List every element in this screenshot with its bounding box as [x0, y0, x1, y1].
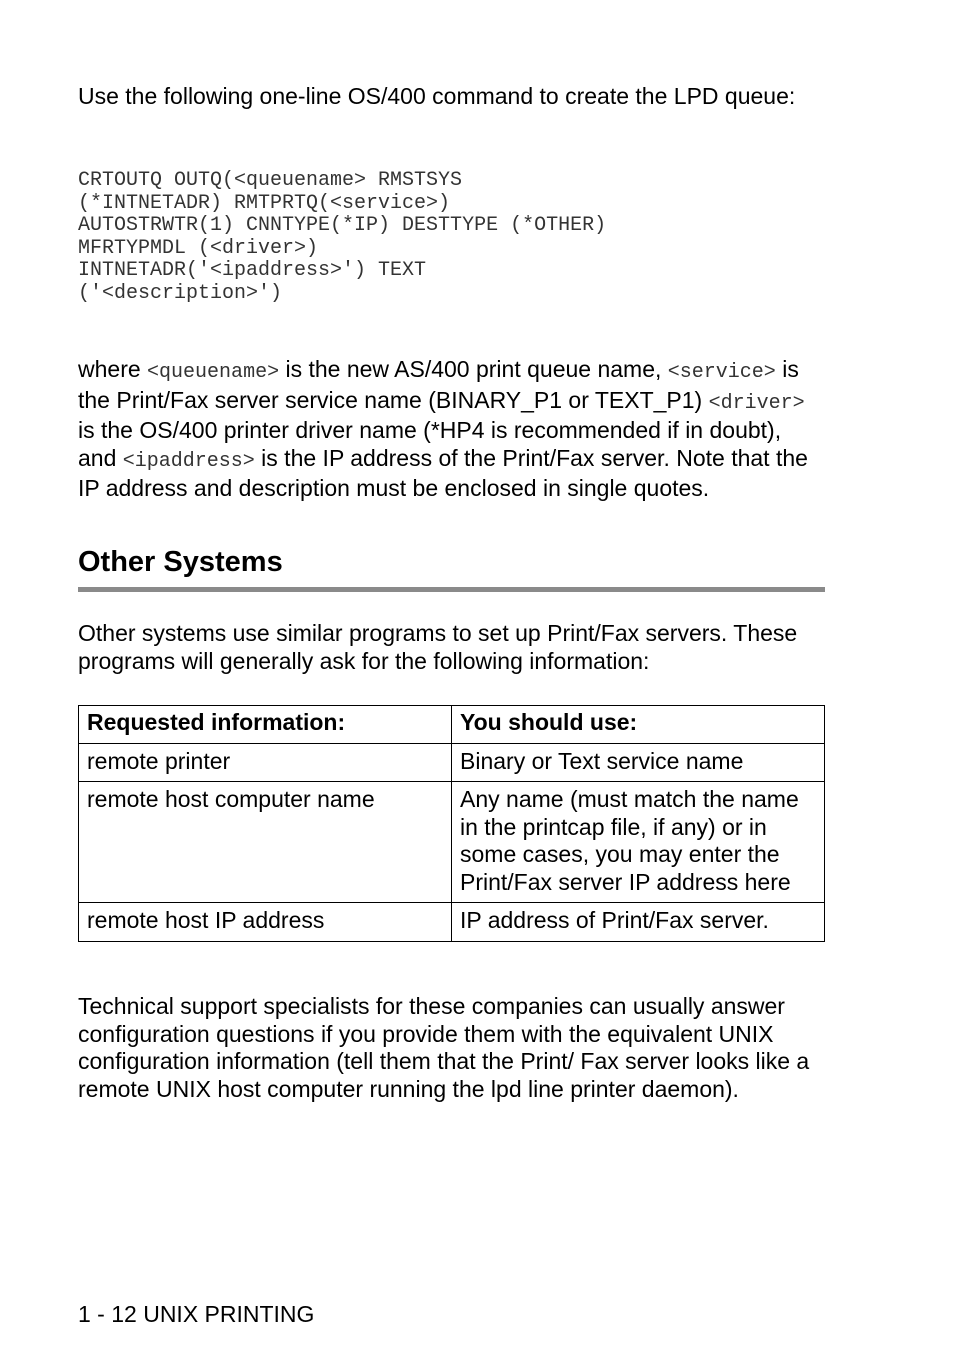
code-line: AUTOSTRWTR(1) CNNTYPE(*IP) DESTTYPE (*OTHER)	[78, 214, 607, 238]
table-row	[79, 743, 825, 782]
ipaddress-param: <ipaddress>	[122, 449, 255, 473]
driver-param: <driver>	[708, 391, 805, 415]
table-cell: remote host computer name	[79, 782, 452, 903]
section-heading: Other Systems	[78, 546, 283, 578]
table-header-row	[79, 706, 825, 744]
queuename-param: <queuename>	[147, 361, 280, 384]
code-line: MFRTYPMDL (<driver>)	[78, 236, 319, 260]
intro-paragraph: Use the following one-line OS/400 command to create the LPD queue:	[78, 83, 796, 109]
code-line: ('<description>')	[78, 281, 283, 305]
other-systems-paragraph: Other systems use similar programs to set up Print/Fax servers. These programs will generally ask for the following information:	[78, 620, 798, 674]
table-header-cell: Requested information:	[79, 706, 452, 744]
table-row	[79, 782, 825, 903]
command-code-block	[78, 170, 825, 306]
where-text: is the new AS/400 print queue name,	[279, 356, 668, 382]
where-text: is the OS/400 printer driver name (*HP4 is recommended if in doubt), and	[78, 417, 782, 471]
table-cell: Any name (must match the name in the printcap file, if any) or in some cases, you may enter the Print/Fax server IP address here	[452, 782, 825, 903]
table-cell: Binary or Text service name	[452, 743, 825, 782]
table-row	[79, 903, 825, 942]
table-header-cell: You should use:	[452, 706, 825, 744]
code-line: INTNETADR('<ipaddress>') TEXT	[78, 259, 427, 283]
table-cell: IP address of Print/Fax server.	[452, 903, 825, 942]
code-line: (*INTNETADR) RMTPRTQ(<service>)	[78, 191, 451, 215]
where-text: is the IP address of the Print/Fax server. Note that the IP address and description must be enclosed in single quotes.	[78, 444, 808, 501]
support-paragraph: Technical support specialists for these companies can usually answer configuration questions if you provide them with the equivalent UNIX configuration information (tell them that the Print/ Fax server looks like a remote UNIX host computer running the lpd line printer daemon).	[78, 993, 810, 1102]
code-line: CRTOUTQ OUTQ(<queuename> RMSTSYS	[78, 169, 463, 192]
page-footer: 1 - 12 UNIX PRINTING	[78, 1301, 315, 1327]
table-cell: remote printer	[79, 743, 452, 782]
heading-underline	[78, 587, 825, 592]
where-text: where	[78, 356, 148, 382]
where-text: is the Print/Fax server service name (BINARY_P1 or TEXT_P1)	[78, 356, 799, 413]
where-paragraph	[78, 356, 825, 503]
information-table	[78, 705, 825, 942]
service-param: <service>	[667, 361, 776, 384]
table-cell: remote host IP address	[79, 903, 452, 942]
